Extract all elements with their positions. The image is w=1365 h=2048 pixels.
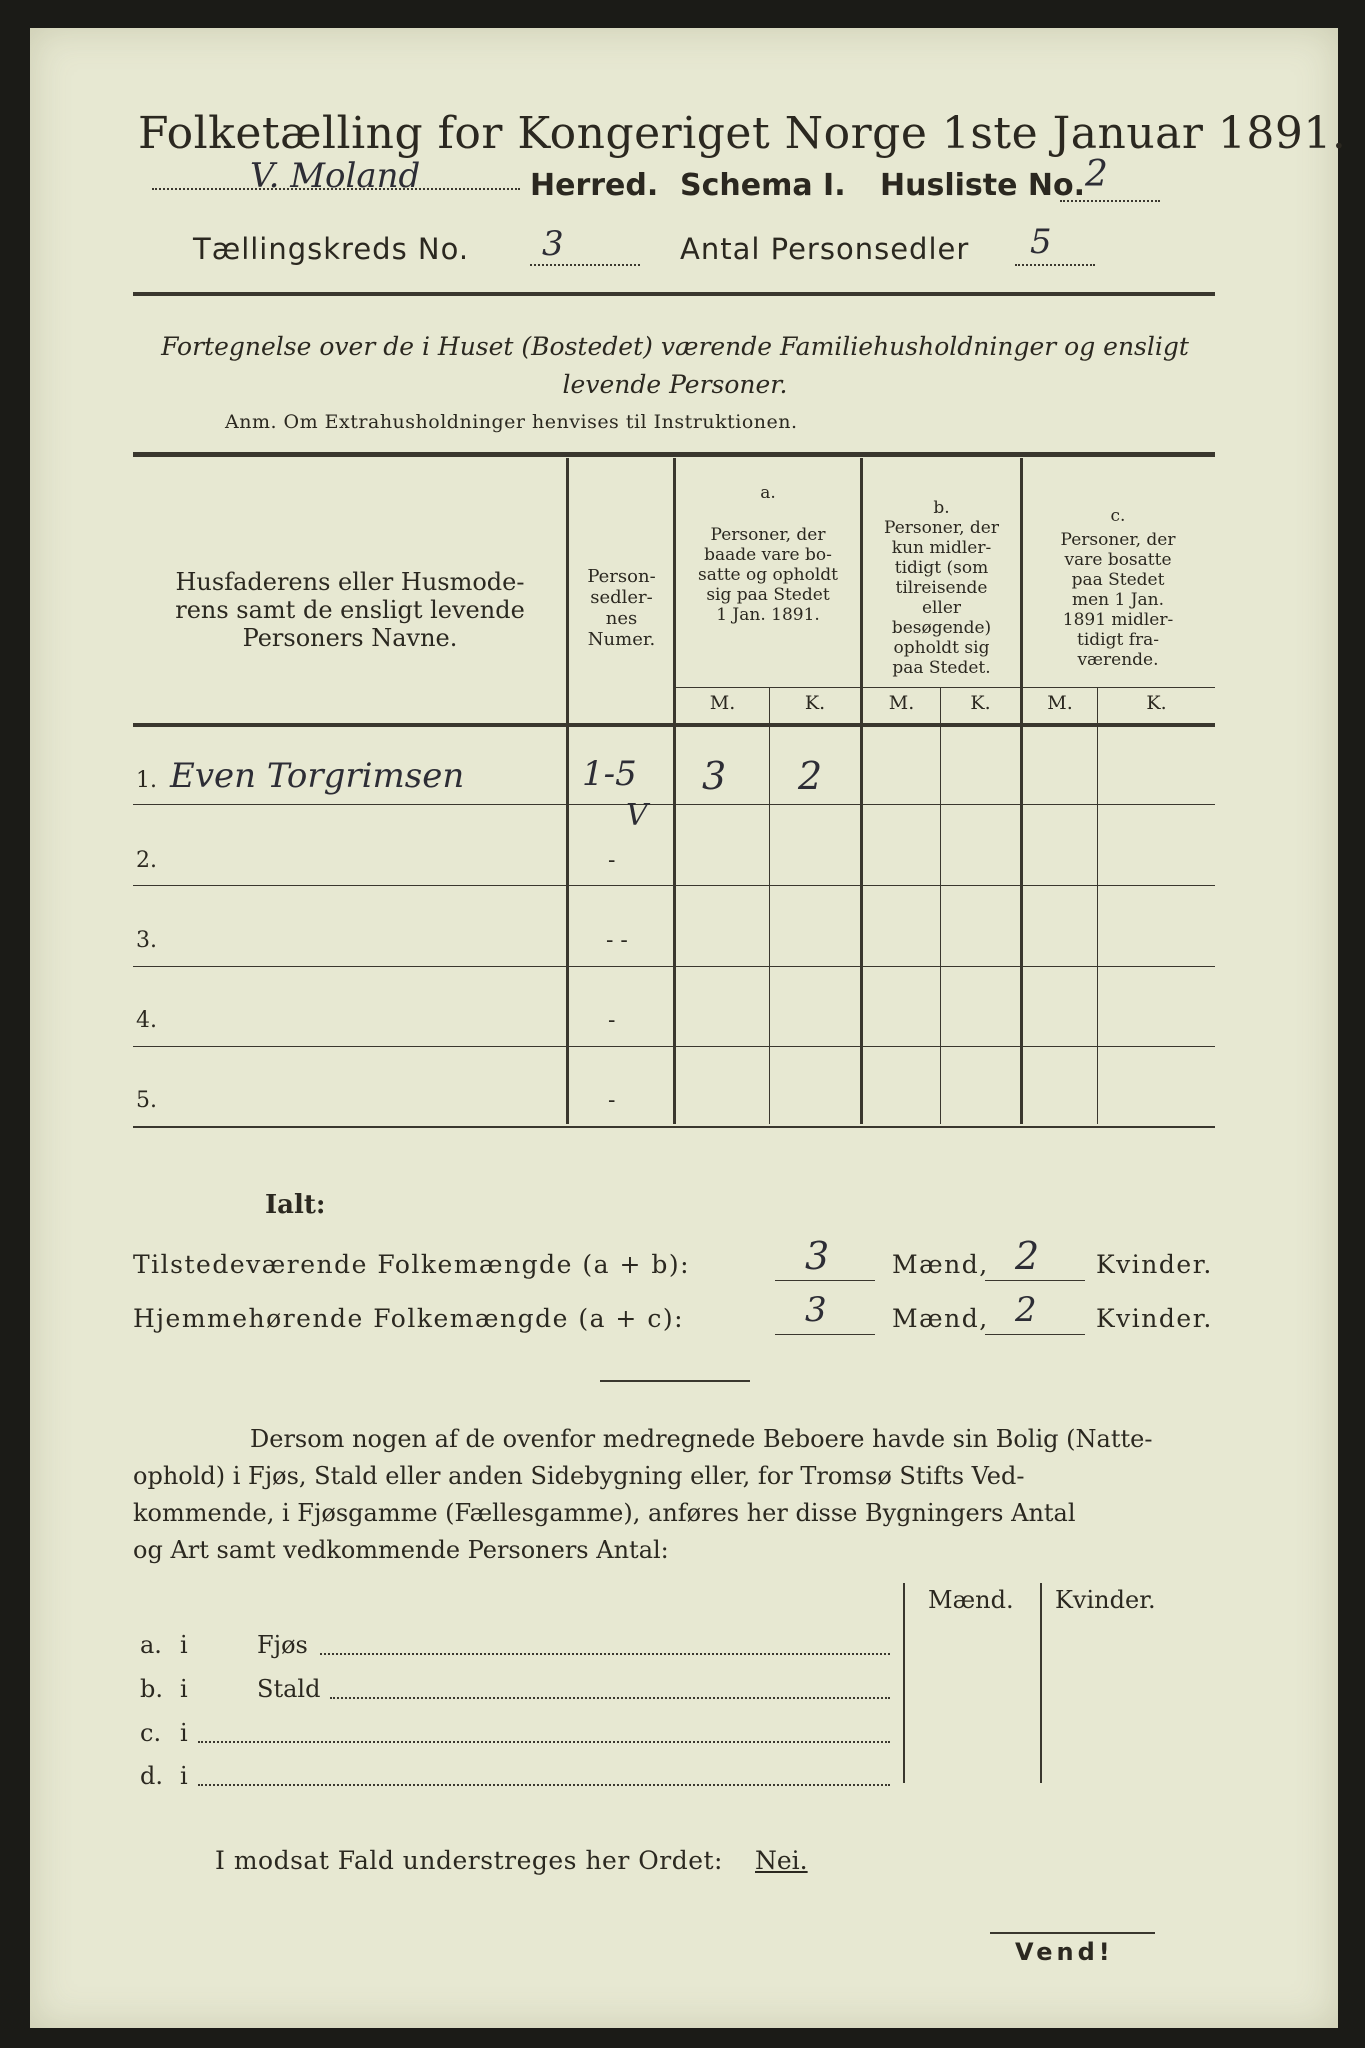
- hjemme-k-line: [985, 1334, 1085, 1335]
- buildings-paragraph: [133, 1421, 1215, 1569]
- col-c-line-3: paa Stedet: [1071, 570, 1165, 590]
- row-5-numer: -: [608, 1088, 616, 1113]
- kreds-dotted-line: [530, 264, 640, 266]
- col-c-line-2: vare bosatte: [1064, 550, 1172, 570]
- col-a-m: M.: [709, 692, 736, 714]
- item-b-dots: [330, 1697, 890, 1699]
- row-1-a-k: 2: [798, 754, 823, 798]
- census-form-sheet: [30, 28, 1347, 2028]
- item-d-i: i: [180, 1762, 188, 1790]
- row-1-name: Even Torgrimsen: [170, 756, 465, 796]
- herred-label: Herred.: [530, 168, 659, 203]
- section-divider: [600, 1380, 750, 1382]
- hjemme-kvinder: Kvinder.: [1096, 1304, 1213, 1333]
- col-c-line-7: værende.: [1077, 650, 1159, 670]
- col-numer-line-2: sedler-: [590, 587, 653, 608]
- table-vline-a-mk: [769, 688, 770, 1124]
- hjemme-k: 2: [1015, 1290, 1037, 1330]
- row-1-a-m: 3: [702, 754, 727, 798]
- item-a-i: i: [180, 1631, 188, 1659]
- hjemme-m: 3: [805, 1290, 827, 1330]
- col-a-k: K.: [804, 692, 826, 714]
- row-2-numer: -: [608, 848, 616, 873]
- husliste-value: 2: [1085, 154, 1108, 195]
- row-2-number: 2.: [136, 848, 157, 873]
- para-line-2: ophold) i Fjøs, Stald eller anden Sidebygning eller, for Tromsø Stifts Ved-: [133, 1462, 1025, 1490]
- buildings-vline-2: [1040, 1583, 1042, 1783]
- row-rule-3: [133, 966, 1215, 967]
- vend-rule: [990, 1932, 1155, 1934]
- tilstede-m: 3: [805, 1234, 830, 1278]
- row-3-numer: - -: [606, 928, 628, 953]
- buildings-vline-1: [903, 1583, 905, 1783]
- col-names-line-2: rens samt de ensligt levende: [175, 596, 525, 624]
- col-header-numer: [570, 566, 673, 650]
- col-b-line-8: paa Stedet.: [892, 658, 991, 678]
- col-names-line-3: Personers Navne.: [242, 624, 458, 652]
- col-b-k: K.: [970, 692, 991, 714]
- antal-label: Antal Personsedler: [680, 232, 970, 266]
- col-header-c: [1023, 506, 1213, 670]
- row-5-number: 5.: [136, 1088, 157, 1113]
- col-numer-line-3: nes: [605, 608, 638, 629]
- col-header-b: [863, 498, 1020, 678]
- table-mk-rule: [676, 687, 1215, 688]
- col-b-m: M.: [888, 692, 915, 714]
- intro-line-2: levende Personer.: [562, 370, 788, 399]
- intro-line-1: Fortegnelse over de i Huset (Bostedet) værende Familiehusholdninger og ensligt: [161, 332, 1189, 361]
- col-a-line-2: baade vare bo-: [704, 545, 832, 565]
- row-1-check: V: [626, 798, 648, 833]
- buildings-col-kvinder: Kvinder.: [1055, 1586, 1156, 1614]
- col-header-names: [140, 568, 560, 652]
- anm-note: Anm. Om Extrahusholdninger henvises til Instruktionen.: [225, 411, 798, 433]
- item-a-letter: a.: [140, 1631, 162, 1659]
- buildings-col-maend: Mænd.: [928, 1586, 1014, 1614]
- col-a-line-1: Personer, der: [710, 525, 826, 545]
- hjemme-label: Hjemmehørende Folkemængde (a + c):: [133, 1304, 684, 1333]
- herred-value: V. Moland: [250, 156, 421, 196]
- col-b-line-4: tilreisende: [895, 578, 988, 598]
- antal-value: 5: [1030, 222, 1052, 262]
- item-b-letter: b.: [140, 1675, 163, 1703]
- ialt-label: Ialt:: [265, 1190, 326, 1220]
- table-vline-names: [566, 458, 569, 1124]
- item-c-dots: [198, 1741, 890, 1743]
- table-top-rule: [133, 452, 1215, 457]
- item-b-i: i: [180, 1675, 188, 1703]
- modsat-word: Nei.: [755, 1846, 808, 1875]
- col-header-a: [676, 483, 860, 625]
- modsat-label: I modsat Fald understreges her Ordet:: [215, 1846, 723, 1875]
- form-title: Folketælling for Kongeriget Norge 1ste Januar 1891.: [138, 108, 1347, 159]
- col-c-line-4: men 1 Jan.: [1071, 590, 1165, 610]
- para-line-4: og Art samt vedkommende Personers Antal:: [133, 1536, 669, 1564]
- col-c-line-6: tidigt fra-: [1076, 630, 1159, 650]
- row-4-numer: -: [608, 1008, 616, 1033]
- hjemme-maend: Mænd,: [892, 1304, 989, 1333]
- table-vline-b-mk: [940, 688, 941, 1124]
- table-vline-c-mk: [1097, 688, 1098, 1124]
- col-a-line-5: 1 Jan. 1891.: [716, 605, 820, 625]
- antal-dotted-line: [1015, 264, 1095, 266]
- col-numer-line-1: Person-: [587, 566, 656, 587]
- col-b-line-7: opholdt sig: [893, 638, 990, 658]
- col-b-line-2: kun midler-: [891, 538, 992, 558]
- row-4-number: 4.: [136, 1008, 157, 1033]
- row-rule-1: [133, 804, 1215, 805]
- item-a-name: Fjøs: [257, 1631, 308, 1659]
- para-line-3: kommende, i Fjøsgamme (Fællesgamme), anføres her disse Bygningers Antal: [133, 1499, 1076, 1527]
- item-c-i: i: [180, 1719, 188, 1747]
- col-c-line-1: Personer, der: [1060, 530, 1176, 550]
- husliste-label: Husliste No.: [880, 168, 1085, 203]
- tilstede-kvinder: Kvinder.: [1096, 1250, 1213, 1279]
- row-1-numer: 1-5: [582, 754, 637, 794]
- tilstede-k-line: [985, 1280, 1085, 1281]
- col-names-line-1: Husfaderens eller Husmode-: [175, 568, 525, 596]
- row-rule-5: [133, 1126, 1215, 1128]
- col-b-letter: b.: [933, 498, 950, 518]
- husliste-dotted-line: [1060, 200, 1160, 202]
- col-c-line-5: 1891 midler-: [1062, 610, 1174, 630]
- hjemme-m-line: [775, 1334, 875, 1335]
- col-b-line-5: eller: [921, 598, 962, 618]
- col-a-line-4: sig paa Stedet: [706, 585, 830, 605]
- row-1-number: 1.: [136, 768, 157, 793]
- col-c-k: K.: [1146, 692, 1167, 714]
- tilstede-k: 2: [1015, 1234, 1040, 1278]
- item-a-dots: [320, 1653, 890, 1655]
- header-rule: [133, 292, 1215, 296]
- item-d-letter: d.: [140, 1762, 163, 1790]
- item-c-letter: c.: [140, 1719, 162, 1747]
- kreds-label: Tællingskreds No.: [193, 232, 470, 266]
- vend-label: Vend!: [1015, 1938, 1114, 1966]
- col-a-line-3: satte og opholdt: [698, 565, 838, 585]
- col-c-m: M.: [1047, 692, 1073, 714]
- row-rule-4: [133, 1046, 1215, 1047]
- row-rule-2: [133, 885, 1215, 886]
- col-b-line-3: tidigt (som: [894, 558, 989, 578]
- col-b-line-6: besøgende): [891, 618, 992, 638]
- item-b-name: Stald: [257, 1675, 321, 1703]
- para-line-1: Dersom nogen af de ovenfor medregnede Beboere havde sin Bolig (Natte-: [250, 1425, 1153, 1453]
- col-b-line-1: Personer, der: [884, 518, 999, 538]
- tilstede-label: Tilstedeværende Folkemængde (a + b):: [133, 1250, 691, 1279]
- col-c-letter: c.: [1110, 506, 1126, 526]
- row-3-number: 3.: [136, 928, 157, 953]
- col-numer-line-4: Numer.: [587, 629, 656, 650]
- tilstede-maend: Mænd,: [892, 1250, 989, 1279]
- intro-text: [130, 328, 1220, 404]
- tilstede-m-line: [775, 1280, 875, 1281]
- schema-label: Schema I.: [680, 168, 846, 203]
- kreds-value: 3: [542, 224, 564, 264]
- item-d-dots: [198, 1784, 890, 1786]
- col-a-letter: a.: [760, 483, 776, 503]
